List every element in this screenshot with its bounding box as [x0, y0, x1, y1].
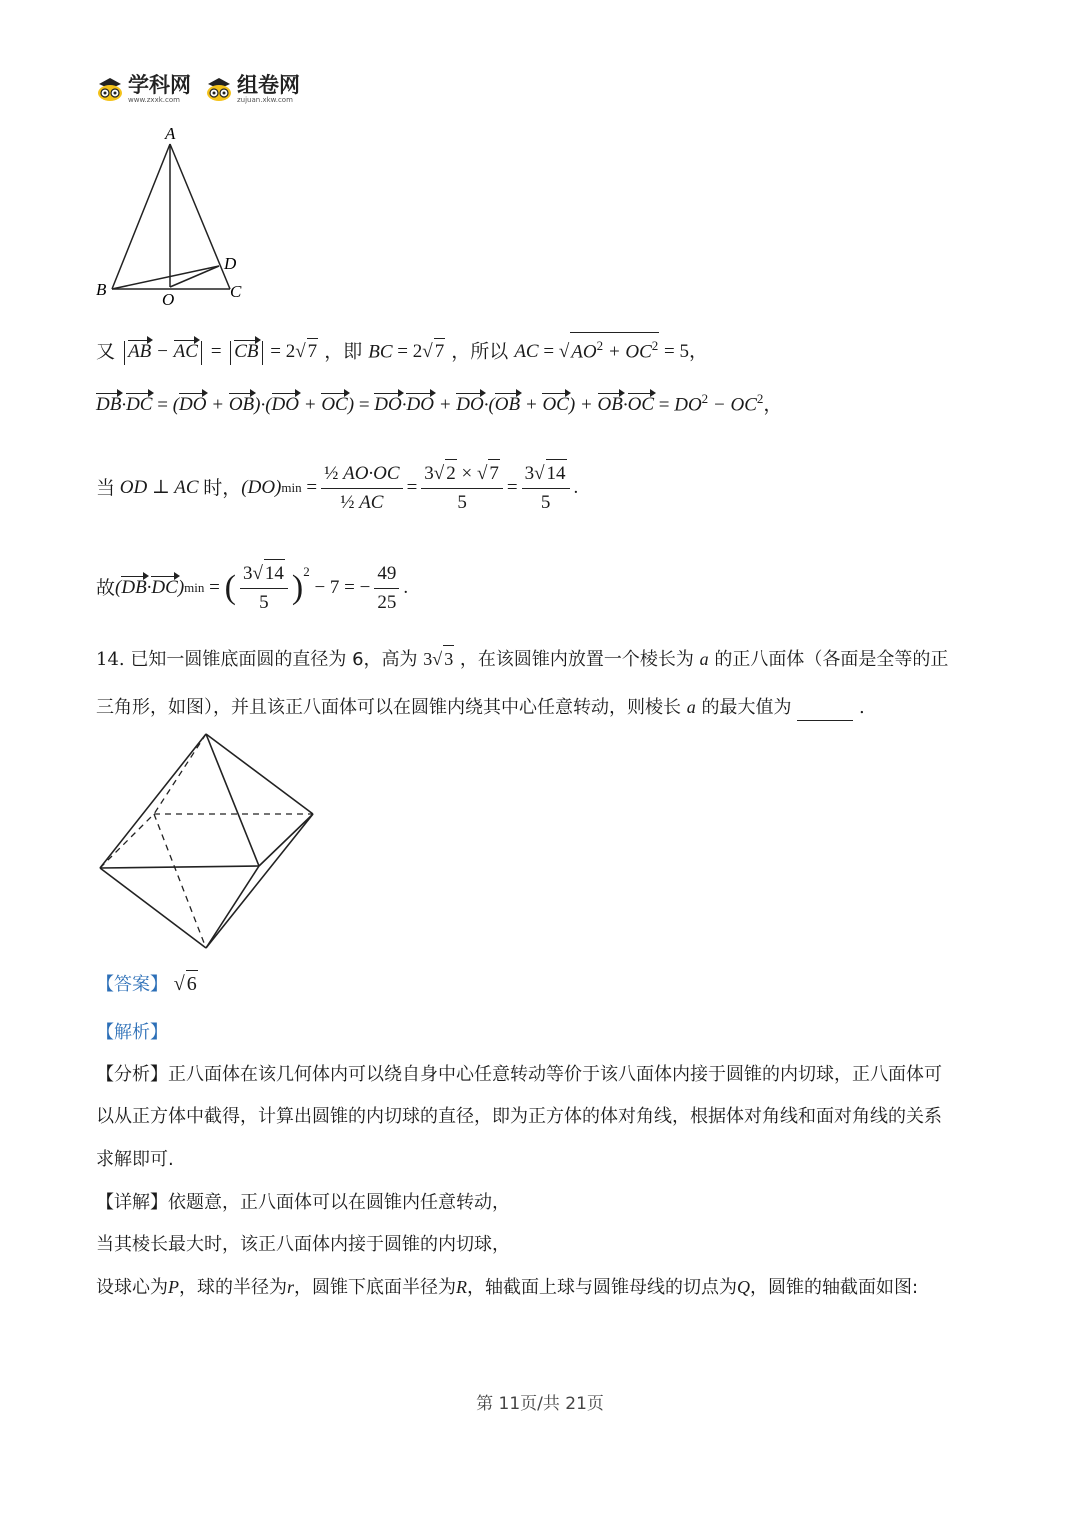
fenxi-line-3: 求解即可. [96, 1149, 174, 1170]
q14-text-a: 已知一圆锥底面圆的直径为 6，高为 [130, 649, 418, 670]
label-A: A [165, 124, 176, 143]
label-D: D [224, 254, 237, 273]
answer-label: 【答案】 [96, 974, 168, 995]
q14-height: 3√ 3 [423, 649, 454, 669]
var-P: P [168, 1277, 179, 1297]
logo1-title: 学科网 [128, 73, 191, 97]
owl-icon [96, 76, 124, 102]
xiangjie-label: 【详解】 [96, 1192, 168, 1213]
solution-line-3 [96, 436, 578, 540]
formula-final-min: ( DB · DC ) min = ( $\frac{3√ 14}{5}$ ) $^2$ − 7 = − $\frac{49}{25}$ . [115, 559, 408, 617]
answer-radicand: 6 [186, 970, 198, 997]
line1-mid2: ，所以 [451, 340, 509, 363]
q14-line2-b: 的最大值为 [701, 697, 792, 718]
logo-xuekewang [96, 74, 191, 104]
answer-line [96, 970, 198, 998]
formula-od-perp: OD ⊥ AC [115, 477, 204, 498]
line3-a: 设球心为 [96, 1277, 168, 1298]
line3-prefix: 当 [96, 477, 116, 499]
var-r: r [287, 1277, 295, 1297]
line1-prefix: 又 [96, 340, 116, 363]
formula-bc: BC = 2√ 7 [368, 341, 445, 362]
answer-blank [797, 702, 853, 721]
q14-line2-end: . [858, 697, 865, 718]
q14-a-1: a [699, 649, 709, 669]
solution-line-2: $DB\cdot DC = (DO + OB)\cdot(DO + OC) = DO\cdot DO + DO\cdot(OB + OC) + OB\cdot OC = DO^2 - OC^2$， [96, 386, 782, 418]
q14-a-2: a [686, 697, 696, 717]
tetrahedron-figure [92, 124, 252, 310]
logo1-url: www.zxxk.com [128, 96, 180, 104]
q14-text-c: 的正八面体（各面是全等的正 [714, 649, 949, 670]
header-logos [96, 74, 300, 104]
var-R: R [456, 1277, 468, 1297]
line3-e: ，圆锥的轴截面如图: [750, 1277, 919, 1298]
solution-line-1 [96, 332, 708, 365]
xiangjie-text-1: 依题意，正八面体可以在圆锥内任意转动， [168, 1192, 510, 1213]
formula-vector-diff: AB − AC = CB = 2√ 7 [121, 341, 318, 362]
question-number: 14. [96, 649, 125, 670]
octahedron-figure [92, 728, 322, 956]
line4-prefix: 故 [96, 577, 116, 599]
q14-line2-a: 三角形，如图），并且该正八面体可以在圆锥内绕其中心任意转动，则棱长 [96, 697, 681, 718]
owl-icon [205, 76, 233, 102]
logo2-url: zujuan.xkw.com [237, 96, 293, 104]
fenxi-text-1: 正八面体在该几何体内可以绕自身中心任意转动等价于该八面体内接于圆锥的内切球，正八面体可 [168, 1064, 942, 1085]
q14-text-b: ，在该圆锥内放置一个棱长为 [459, 649, 694, 670]
xiangjie-line-1 [96, 1190, 510, 1216]
line3-c: ，圆锥下底面半径为 [294, 1277, 457, 1298]
label-C: C [230, 282, 242, 301]
xiangjie-line-3 [96, 1274, 918, 1301]
line3-mid: 时， [203, 477, 242, 499]
logo2-title: 组卷网 [237, 73, 300, 97]
fenxi-line-2: 以从正方体中截得，计算出圆锥的内切球的直径，即为正方体的体对角线，根据体对角线和面对角线的关系 [96, 1106, 942, 1127]
line3-d: ，轴截面上球与圆锥母线的切点为 [467, 1277, 738, 1298]
var-Q: Q [737, 1277, 751, 1297]
question-14-line-2 [96, 694, 865, 721]
logo-zujuanwang [205, 74, 300, 104]
fenxi-label: 【分析】 [96, 1064, 168, 1085]
answer-value: √ 6 [174, 973, 198, 995]
line1-mid: ，即 [324, 340, 363, 363]
question-14-line-1 [96, 645, 948, 673]
fenxi-line-1 [96, 1062, 942, 1088]
formula-do-min: (DO) min = $\frac{\text{½ AO·OC}}{\text{½ AC}}$ = $\frac{3√ 2 \times √ 7}{5}$ = $\frac{3√ 14}{5}$ . [241, 459, 578, 517]
formula-ac: AC = √ $AO^2 + OC^2 = 5$， [514, 341, 708, 362]
label-B: B [96, 280, 107, 299]
label-O: O [162, 290, 175, 309]
analysis-label: 【解析】 [96, 1022, 168, 1043]
page-footer: 第 11页/共 21页 [476, 1394, 604, 1414]
xiangjie-line-2: 当其棱长最大时，该正八面体内接于圆锥的内切球， [96, 1234, 510, 1255]
solution-line-4 [96, 556, 408, 620]
line3-b: ，球的半径为 [179, 1277, 287, 1298]
